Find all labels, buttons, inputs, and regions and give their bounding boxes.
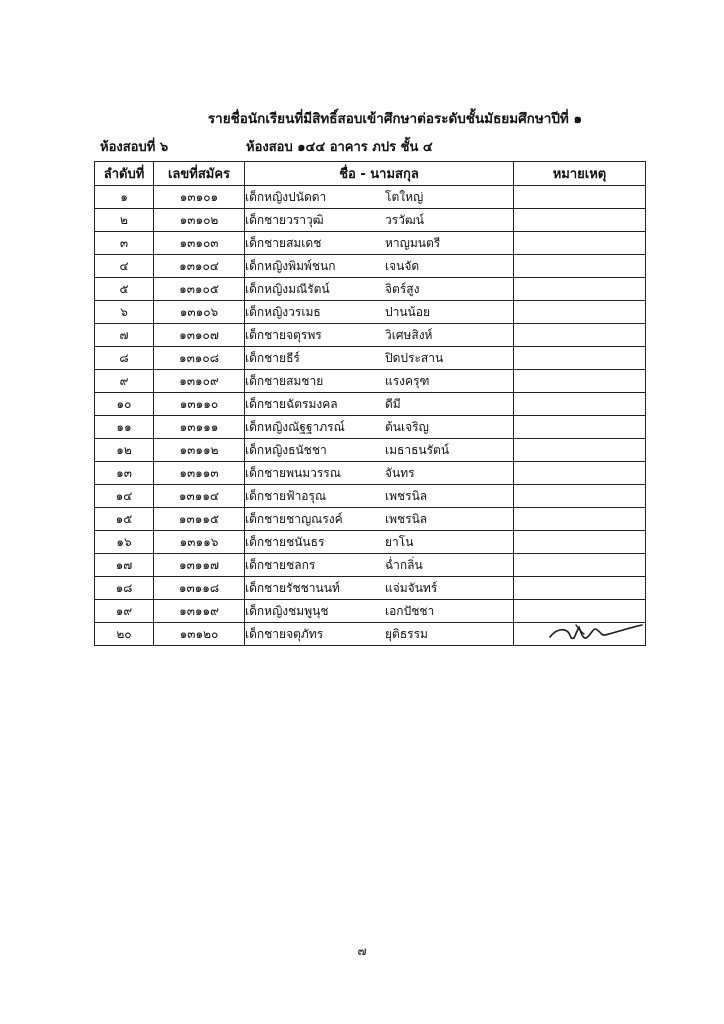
- row-sequence: ๑๐: [95, 393, 154, 416]
- student-last-name: เมธาธนรัตน์: [385, 442, 450, 457]
- row-remarks: [514, 393, 646, 416]
- table-row: [95, 577, 646, 600]
- row-remarks: [514, 301, 646, 324]
- table-row: [95, 462, 646, 485]
- row-full-name: [245, 554, 514, 577]
- row-remarks: [514, 416, 646, 439]
- table-row: [95, 393, 646, 416]
- student-first-name: เด็กชายฉัตรมงคล: [245, 396, 338, 411]
- table-row: [95, 623, 646, 646]
- student-last-name: ยุติธรรม: [385, 626, 428, 641]
- row-full-name: [245, 232, 514, 255]
- row-full-name: [245, 485, 514, 508]
- row-application-number: ๑๓๑๑๗: [154, 554, 245, 577]
- row-remarks: [514, 324, 646, 347]
- student-last-name: แรงครุฑ: [385, 373, 430, 388]
- table-body: [95, 186, 646, 646]
- row-full-name: [245, 577, 514, 600]
- student-first-name: เด็กชายสมชาย: [245, 373, 324, 388]
- page-number: ๗: [357, 944, 367, 958]
- student-first-name: เด็กชายรัชชานนท์: [245, 580, 340, 595]
- exam-room-detail: ห้องสอบ ๑๔๔ อาคาร ภปร ชั้น ๔: [246, 140, 433, 155]
- table-row: [95, 508, 646, 531]
- row-sequence: ๑๓: [95, 462, 154, 485]
- row-remarks: [514, 232, 646, 255]
- row-full-name: [245, 600, 514, 623]
- student-last-name: โตใหญ่: [385, 189, 424, 204]
- student-last-name: เอกปัชชา: [385, 603, 435, 618]
- student-last-name: วรวัฒน์: [385, 212, 424, 227]
- row-application-number: ๑๓๑๑๒: [154, 439, 245, 462]
- row-full-name: [245, 347, 514, 370]
- row-sequence: ๒๐: [95, 623, 154, 646]
- student-last-name: เพชรนิล: [385, 511, 428, 526]
- header-full-name: ชื่อ - นามสกุล: [245, 162, 514, 186]
- row-remarks: [514, 347, 646, 370]
- student-first-name: เด็กหญิงปนัดดา: [245, 189, 327, 204]
- student-last-name: เพชรนิล: [385, 488, 428, 503]
- row-application-number: ๑๓๑๐๖: [154, 301, 245, 324]
- student-last-name: จันทร: [385, 465, 415, 480]
- row-sequence: ๕: [95, 278, 154, 301]
- row-application-number: ๑๓๑๑๔: [154, 485, 245, 508]
- student-first-name: เด็กชายธีร์: [245, 350, 300, 365]
- row-sequence: ๑๑: [95, 416, 154, 439]
- table-row: [95, 600, 646, 623]
- row-sequence: ๑๘: [95, 577, 154, 600]
- row-application-number: ๑๓๑๐๓: [154, 232, 245, 255]
- student-first-name: เด็กหญิงมณีรัตน์: [245, 281, 330, 296]
- row-application-number: ๑๓๑๐๙: [154, 370, 245, 393]
- row-sequence: ๓: [95, 232, 154, 255]
- table-row: [95, 485, 646, 508]
- exam-room-number: ห้องสอบที่ ๖: [100, 140, 169, 155]
- row-application-number: ๑๓๑๐๕: [154, 278, 245, 301]
- row-full-name: [245, 439, 514, 462]
- student-last-name: จิตร์สูง: [385, 281, 420, 296]
- row-application-number: ๑๓๑๐๘: [154, 347, 245, 370]
- header-sequence: ลำดับที่: [95, 162, 154, 186]
- row-remarks: [514, 531, 646, 554]
- row-sequence: ๑๔: [95, 485, 154, 508]
- student-first-name: เด็กหญิงพิมพ์ชนก: [245, 258, 336, 273]
- table-header-row: [95, 162, 646, 186]
- row-remarks: [514, 554, 646, 577]
- student-first-name: เด็กชายสมเดช: [245, 235, 322, 250]
- row-sequence: ๑๙: [95, 600, 154, 623]
- table-row: [95, 416, 646, 439]
- student-last-name: ฉ่ำกลิ่น: [385, 557, 423, 572]
- row-sequence: ๒: [95, 209, 154, 232]
- student-first-name: เด็กหญิงวรเมธ: [245, 304, 321, 319]
- row-full-name: [245, 508, 514, 531]
- student-last-name: ยาโน: [385, 534, 414, 549]
- table-row: [95, 554, 646, 577]
- row-full-name: [245, 370, 514, 393]
- student-roster-table: [94, 161, 646, 646]
- document-title: รายชื่อนักเรียนที่มีสิทธิ์สอบเข้าศึกษาต่อระดับชั้นมัธยมศึกษาปีที่ ๑: [207, 111, 583, 127]
- table-row: [95, 278, 646, 301]
- student-first-name: เด็กหญิงธนัชชา: [245, 442, 327, 457]
- table-row: [95, 531, 646, 554]
- row-sequence: ๑๒: [95, 439, 154, 462]
- student-last-name: ดีมี: [385, 396, 401, 411]
- row-application-number: ๑๓๑๐๒: [154, 209, 245, 232]
- row-sequence: ๑: [95, 186, 154, 209]
- row-remarks: [514, 255, 646, 278]
- row-full-name: [245, 255, 514, 278]
- table-row: [95, 439, 646, 462]
- row-remarks: [514, 485, 646, 508]
- table-row: [95, 324, 646, 347]
- row-remarks: [514, 577, 646, 600]
- row-application-number: ๑๓๑๒๐: [154, 623, 245, 646]
- row-sequence: ๖: [95, 301, 154, 324]
- student-last-name: ปิดประสาน: [385, 350, 444, 365]
- row-remarks: [514, 623, 646, 646]
- table-row: [95, 255, 646, 278]
- table-row: [95, 347, 646, 370]
- row-sequence: ๘: [95, 347, 154, 370]
- row-remarks: [514, 370, 646, 393]
- row-application-number: ๑๓๑๑๕: [154, 508, 245, 531]
- table-row: [95, 232, 646, 255]
- student-first-name: เด็กชายฟ้าอรุณ: [245, 488, 327, 503]
- row-sequence: ๙: [95, 370, 154, 393]
- student-last-name: ต้นเจริญ: [385, 419, 429, 434]
- row-sequence: ๑๕: [95, 508, 154, 531]
- row-remarks: [514, 278, 646, 301]
- student-last-name: วิเศษสิงห์: [385, 327, 433, 342]
- row-full-name: [245, 531, 514, 554]
- row-application-number: ๑๓๑๑๙: [154, 600, 245, 623]
- student-first-name: เด็กหญิงชมพูนุช: [245, 603, 329, 618]
- row-application-number: ๑๓๑๐๗: [154, 324, 245, 347]
- row-remarks: [514, 439, 646, 462]
- student-first-name: เด็กชายชลกร: [245, 557, 316, 572]
- student-last-name: ปานน้อย: [385, 304, 430, 319]
- student-last-name: หาญมนตรี: [385, 235, 441, 250]
- row-full-name: [245, 278, 514, 301]
- row-application-number: ๑๓๑๑๐: [154, 393, 245, 416]
- table-row: [95, 209, 646, 232]
- row-sequence: ๑๖: [95, 531, 154, 554]
- row-sequence: ๗: [95, 324, 154, 347]
- student-first-name: เด็กหญิงณัฐฐาภรณ์: [245, 419, 345, 434]
- student-first-name: เด็กชายพนมวรรณ: [245, 465, 341, 480]
- student-first-name: เด็กชายชาญณรงค์: [245, 511, 343, 526]
- student-first-name: เด็กชายวราวุฒิ: [245, 212, 324, 227]
- header-application-number: เลขที่สมัคร: [154, 162, 245, 186]
- row-application-number: ๑๓๑๑๑: [154, 416, 245, 439]
- table-row: [95, 370, 646, 393]
- row-application-number: ๑๓๑๐๔: [154, 255, 245, 278]
- row-sequence: ๑๗: [95, 554, 154, 577]
- table-row: [95, 301, 646, 324]
- row-application-number: ๑๓๑๑๓: [154, 462, 245, 485]
- row-remarks: [514, 600, 646, 623]
- row-full-name: [245, 462, 514, 485]
- row-full-name: [245, 301, 514, 324]
- row-full-name: [245, 623, 514, 646]
- row-remarks: [514, 462, 646, 485]
- student-first-name: เด็กชายจตุภัทร: [245, 626, 324, 641]
- row-full-name: [245, 324, 514, 347]
- row-remarks: [514, 186, 646, 209]
- row-remarks: [514, 209, 646, 232]
- row-application-number: ๑๓๑๐๑: [154, 186, 245, 209]
- signature-icon: [548, 623, 644, 646]
- student-last-name: แจ่มจันทร์: [385, 580, 438, 595]
- header-remarks: หมายเหตุ: [514, 162, 646, 186]
- row-full-name: [245, 186, 514, 209]
- row-remarks: [514, 508, 646, 531]
- row-full-name: [245, 209, 514, 232]
- row-application-number: ๑๓๑๑๖: [154, 531, 245, 554]
- row-full-name: [245, 393, 514, 416]
- row-sequence: ๔: [95, 255, 154, 278]
- student-first-name: เด็กชายชนันธร: [245, 534, 325, 549]
- table-row: [95, 186, 646, 209]
- row-full-name: [245, 416, 514, 439]
- student-last-name: เจนจัด: [385, 258, 420, 273]
- row-application-number: ๑๓๑๑๘: [154, 577, 245, 600]
- student-first-name: เด็กชายจตุรพร: [245, 327, 322, 342]
